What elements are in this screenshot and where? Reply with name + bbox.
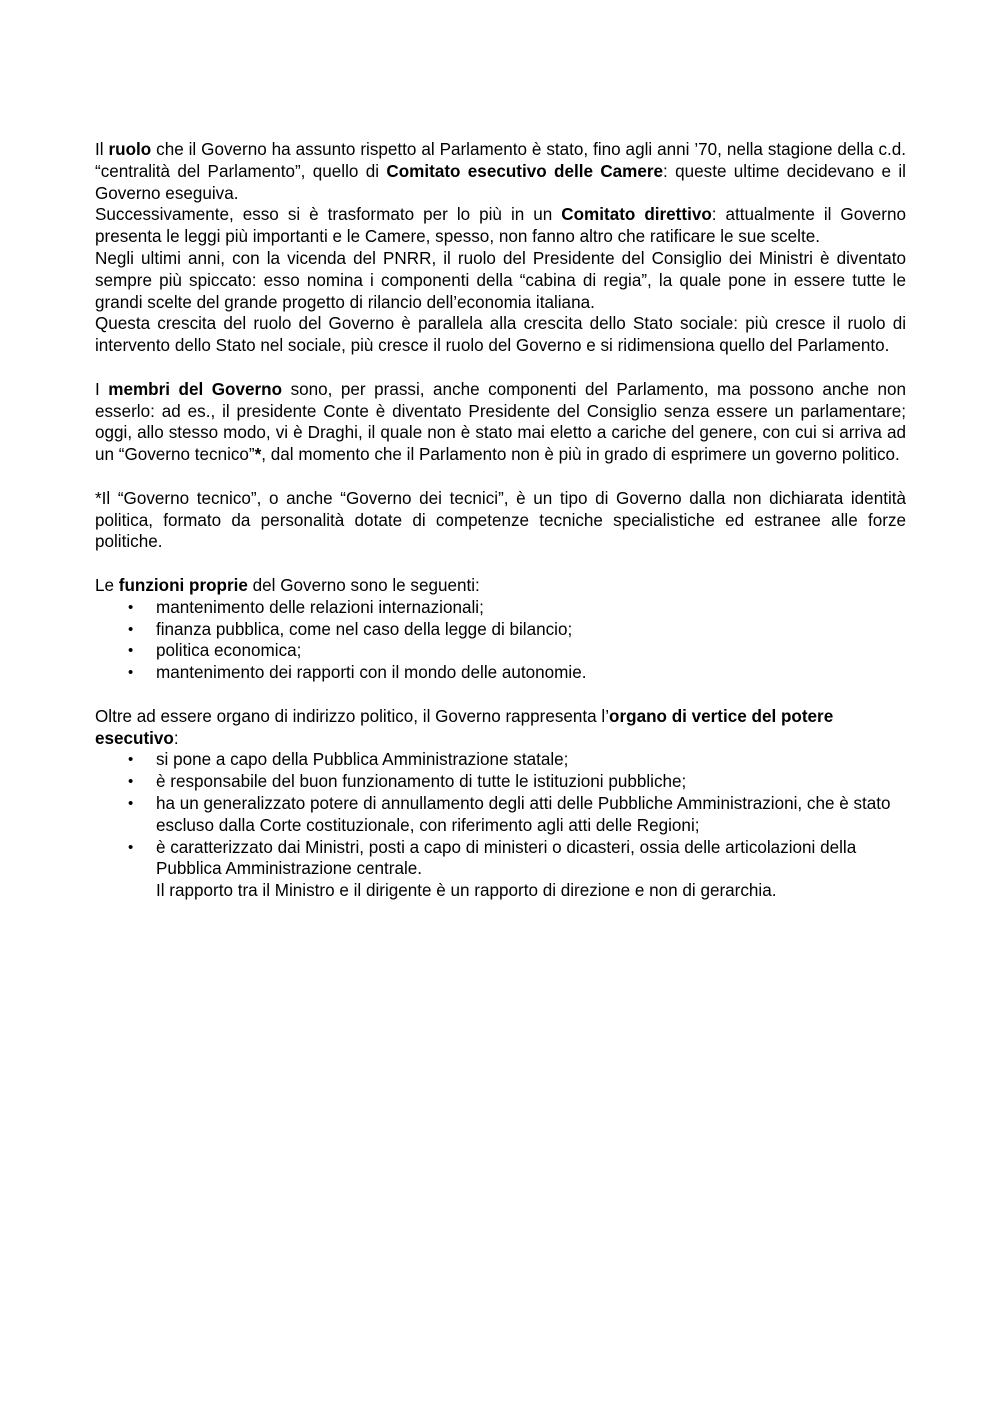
paragraph-membri: [95, 379, 906, 466]
text: Oltre ad essere organo di indirizzo politico, il Governo rappresenta l’: [95, 706, 610, 726]
paragraph-organo-vertice: [95, 706, 906, 750]
text: :: [173, 728, 179, 748]
text: Il: [95, 140, 109, 159]
bullet-icon: •: [128, 664, 134, 682]
paragraph-ruolo: [95, 139, 906, 204]
bold-term: ruolo: [108, 140, 152, 159]
bold-term: Comitato esecutivo delle Camere: [386, 161, 664, 181]
bold-term: membri del Governo: [108, 379, 283, 399]
bold-term: funzioni proprie: [118, 575, 248, 595]
text: Successivamente, esso si è trasformato per lo più in un: [95, 205, 562, 225]
footnote-governo-tecnico: [95, 488, 906, 553]
list-item-text: politica economica;: [156, 641, 302, 661]
list-item-text: mantenimento dei rapporti con il mondo delle autonomie.: [156, 663, 587, 683]
bullet-icon: •: [128, 751, 134, 769]
list-item: [95, 597, 906, 619]
list-item-text: è responsabile del buon funzionamento di tutte le istituzioni pubbliche;: [156, 772, 687, 792]
bullet-icon: •: [128, 794, 134, 812]
bullet-icon: •: [128, 642, 134, 660]
bullet-icon: •: [128, 838, 134, 856]
list-item-note: Il rapporto tra il Ministro e il dirigente è un rapporto di direzione e non di gerarchia.: [156, 881, 777, 901]
text: Questa crescita del ruolo del Governo è parallela alla crescita dello Stato sociale: più cresce il ruolo di intervento dello Stato nel sociale, più cresce il ruolo del Governo e si ridimensiona quello del Parlamento.: [95, 314, 906, 356]
bullet-icon: •: [128, 598, 134, 616]
text: Negli ultimi anni, con la vicenda del PNRR, il ruolo del Presidente del Consiglio dei Ministri è diventato sempre più spiccato: esso nomina i componenti della “cabina di regia”, la quale pone in essere tutte le grandi scelte del grande progetto di rilancio dell’economia italiana.: [95, 248, 906, 312]
list-item-text: si pone a capo della Pubblica Amministrazione statale;: [156, 750, 569, 770]
list-item-text: finanza pubblica, come nel caso della legge di bilancio;: [156, 619, 573, 639]
executive-list: [95, 749, 906, 902]
list-item-text: mantenimento delle relazioni internazionali;: [156, 597, 484, 617]
paragraph-funzioni: [95, 575, 906, 597]
list-item-text: è caratterizzato dai Ministri, posti a capo di ministeri o dicasteri, ossia delle articolazioni della Pubblica Amministrazione centrale.: [156, 837, 857, 879]
list-item: [95, 619, 906, 641]
text: sono, per prassi, anche componenti del Parlamento, ma possono anche non esserlo: ad es., il presidente Conte è diventato Presidente del Consiglio senza essere un parlamentare; oggi, allo stesso modo, vi è Draghi, il quale non è stato mai eletto a cariche del genere, con cui si arriva ad un “Governo tecnico”: [95, 379, 907, 465]
footnote-marker: *: [254, 445, 262, 465]
text: che il Governo ha assunto rispetto al Parlamento è stato, fino agli anni ’70, nella stagione della c.d. “centralità del Parlamento”, quello di: [95, 140, 907, 181]
functions-list: [95, 597, 906, 684]
text: Le: [95, 575, 119, 595]
spacer: [95, 684, 906, 706]
paragraph-comitato-direttivo: [95, 204, 906, 248]
spacer: [95, 553, 906, 575]
list-item: [95, 837, 906, 902]
spacer: [95, 357, 906, 379]
list-item: [95, 771, 906, 793]
list-item: [95, 749, 906, 771]
bullet-icon: •: [128, 773, 134, 791]
bullet-icon: •: [128, 620, 134, 638]
paragraph-pnrr: [95, 248, 906, 313]
text: : attualmente il Governo presenta le leggi più importanti e le Camere, spesso, non fanno altro che ratificare le sue scelte.: [95, 205, 906, 247]
spacer: [95, 466, 906, 488]
text: del Governo sono le seguenti:: [247, 575, 480, 595]
list-item: [95, 662, 906, 684]
document-page: [95, 139, 906, 902]
list-item-text: ha un generalizzato potere di annullamento degli atti delle Pubbliche Amministrazioni, che è stato escluso dalla Corte costituzionale, con riferimento agli atti delle Regioni;: [156, 793, 891, 835]
text: *Il “Governo tecnico”, o anche “Governo dei tecnici”, è un tipo di Governo dalla non dichiarata identità politica, formato da personalità dotate di competenze tecniche specialistiche ed estranee alle forze politiche.: [95, 488, 906, 552]
bold-term: organo di vertice del potere esecutivo: [95, 706, 834, 748]
paragraph-stato-sociale: [95, 313, 906, 357]
text: I: [95, 379, 109, 399]
text: , dal momento che il Parlamento non è più in grado di esprimere un governo politico.: [261, 445, 900, 465]
list-item: [95, 793, 906, 837]
list-item: [95, 640, 906, 662]
bold-term: Comitato direttivo: [561, 205, 712, 225]
text: : queste ultime decidevano e il Governo eseguiva.: [95, 161, 906, 203]
